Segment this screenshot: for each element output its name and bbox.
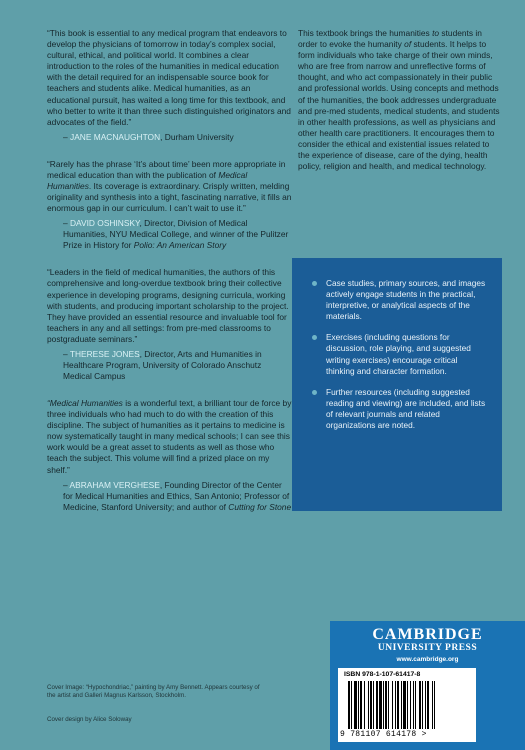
endorsement-quote: “This book is essential to any medical program that endeavors to develop the physicians of tomorrow in today’s complex social, cultural, ethical, and political world. It combines a clear introduction to the roles of the humanities in medical education with the detail required for an indispensable source book for teachers and students alike. Medical humanities, as an educational pursuit, has waited a long time for this textbook, and who better to write it than three such distinguished originators and advocates of the field.”	[47, 28, 291, 127]
endorser-name: JANE MACNAUGHTON	[70, 131, 161, 142]
bullet-icon	[312, 390, 317, 395]
endorsements-column	[47, 28, 292, 529]
feature-item: Further resources (including suggested reading and viewing) are included, and lists of relevant journals and related organizations are noted.	[312, 387, 488, 431]
endorser-name: THERESE JONES	[69, 348, 140, 359]
book-description	[298, 28, 500, 172]
endorsement-attribution: – JANE MACNAUGHTON, Durham University	[63, 131, 234, 142]
bullet-icon	[312, 335, 317, 340]
endorsement-attribution: – DAVID OSHINSKY, Director, Division of Medical Humanities, NYU Medical College, and winner of the Pulitzer Prize in History for Polio: An American Story	[63, 218, 289, 251]
endorser-name: DAVID OSHINSKY	[70, 218, 140, 229]
endorsement-quote: “Leaders in the field of medical humanities, the authors of this comprehensive and long-overdue textbook bring their collective experience in developing programs, designing curricula, working with students, and producing important scholarship to the project. They have provided an essential resource and invaluable tool for teachers in any and all settings: from pre-med classrooms to postgraduate seminars.”	[47, 267, 289, 344]
endorsement-attribution: – THERESE JONES, Director, Arts and Humanities in Healthcare Program, University of Colorado Anschutz Medical Campus	[63, 348, 262, 381]
endorsement-quote: “Rarely has the phrase ‘It’s about time’ been more appropriate in medical education than with the publication of Medical Humanities. Its coverage is extraordinary. Crisply written, melding originality and synthesis into a tight, fascinating narrative, it fills an enormous gap in our curriculum. I can’t wait to use it.”	[47, 158, 292, 214]
cover-image-credit: Cover Image: “Hypochondriac,” painting by Amy Bennett. Appears courtesy of the artist and Galleri Magnus Karlsson, Stockholm.	[47, 684, 260, 699]
barcode-icon	[348, 681, 468, 729]
barcode-box	[338, 668, 476, 742]
bullet-icon	[312, 281, 317, 286]
isbn-digits: 9 781107 614178 >	[340, 730, 427, 739]
feature-item: Exercises (including questions for discussion, role playing, and suggested writing exercises) encourage critical thinking and character formation.	[312, 332, 488, 376]
description-text: This textbook brings the humanities to students in order to evoke the humanity of students. It helps to form individuals who take charge of their own minds, who are free from narrow and unreflective forms of thought, and who act compassionately in their public and professional worlds. Using concepts and methods of the humanities, the book addresses undergraduate and pre-med students, medical students, and students in other health professions, as well as physicians and other health care practitioners. It encourages them to consider the ethical and existential issues related to the experience of disease, care of the dying, health policy, religion and health, and medical technology.	[298, 28, 500, 172]
isbn-label: ISBN 978-1-107-61417-8	[344, 671, 421, 678]
features-list	[312, 278, 488, 431]
endorsement-quote: “Medical Humanities is a wonderful text, a brilliant tour de force by three individuals who had much to do with the creation of this discipline. The subject of humanities as it pertains to medicine is now systematically taught in many medical schools; I can see this work would be a great asset to students as well as those who teach the subject. This volume will find a prized place on my shelf.”	[47, 397, 292, 475]
feature-item: Case studies, primary sources, and images actively engage students in the practical, interpretive, or analytical aspects of the materials.	[312, 278, 488, 322]
publisher-name: CAMBRIDGE	[372, 626, 483, 643]
publisher-press: UNIVERSITY PRESS	[377, 643, 478, 653]
endorsement-attribution: – ABRAHAM VERGHESE, Founding Director of the Center for Medical Humanities and Ethics, San Antonio; Professor of Medicine, Stanford University; and author of Cutting for Stone	[63, 479, 292, 512]
publisher-url: www.cambridge.org	[396, 656, 459, 663]
features-box	[292, 258, 502, 511]
cover-design-credit: Cover design by Alice Soloway	[47, 716, 132, 723]
endorser-name: ABRAHAM VERGHESE	[69, 479, 160, 490]
